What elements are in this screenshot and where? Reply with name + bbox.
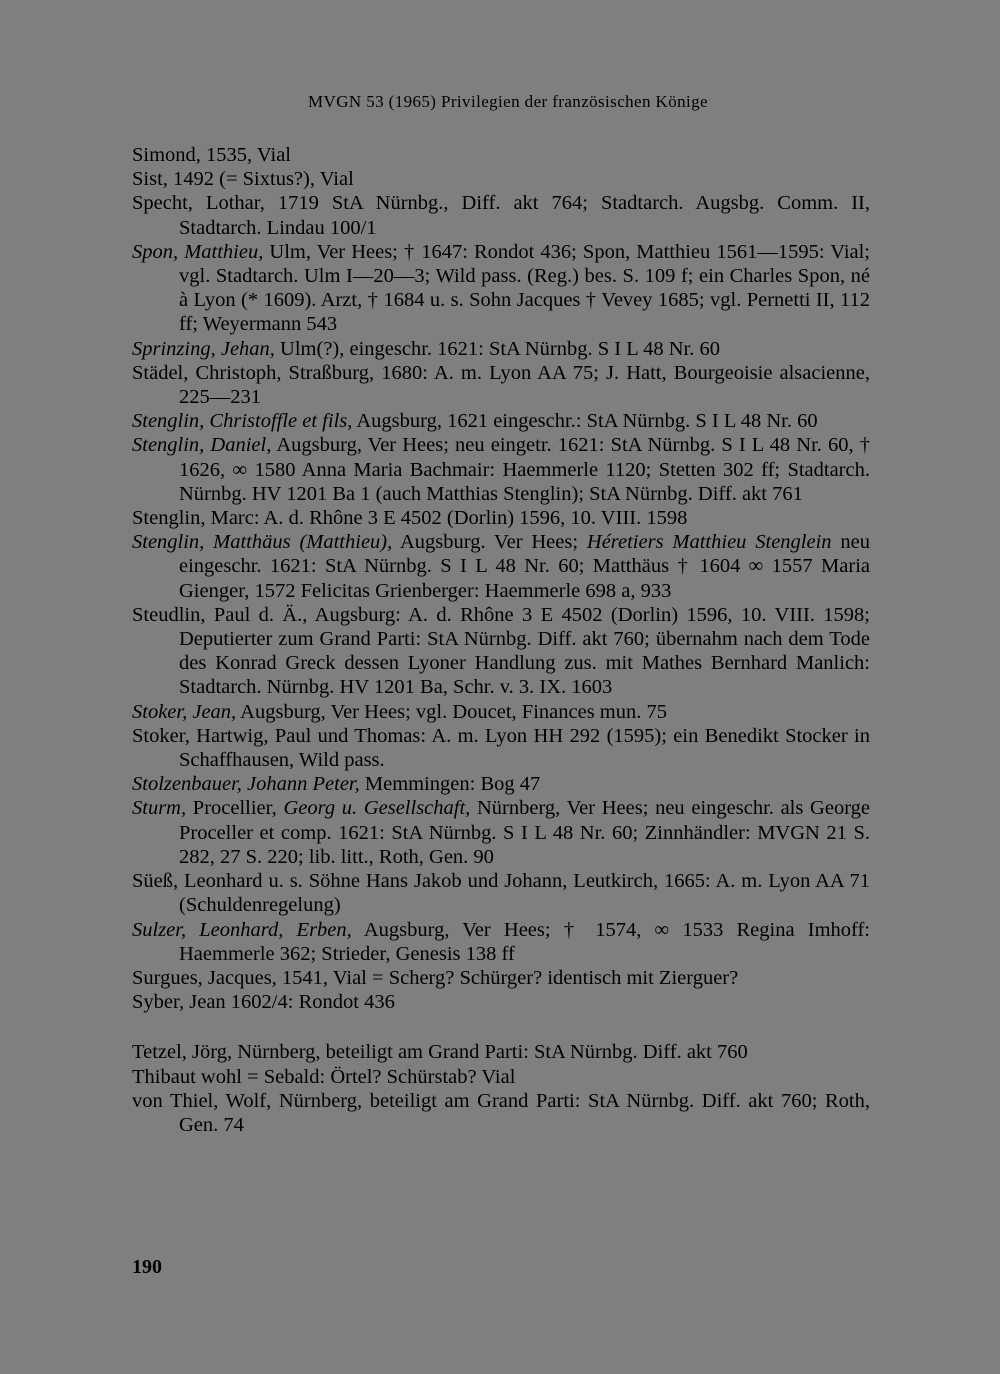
- entry-text: Augsburg. Ver Hees;: [392, 531, 587, 554]
- entry-text: Städel, Christoph, Straßburg, 1680: A. m. Lyon AA 75; J. Hatt, Bourgeoisie alsacienne, 225—231: [132, 361, 870, 409]
- entry-text: neu eingeschr. 1621: StA Nürnbg. S I L 48 Nr. 60; Matthäus † 1604 ∞ 1557 Maria Gienger, 1572 Felicitas Grienberger: Haemmerle 698 a, 933: [179, 531, 870, 602]
- entry-text: Nürnberg, Ver Hees; neu eingeschr. als George Proceller et comp. 1621: StA Nürnbg. S I L 48 Nr. 60; Zinnhändler: MVGN 21 S. 282, 27 S. 220; lib. litt., Roth, Gen. 90: [179, 797, 870, 868]
- entry-text: Thibaut wohl = Sebald: Örtel? Schürstab? Vial: [132, 1065, 516, 1088]
- index-entry: [132, 433, 870, 506]
- entry-italic-name: Stenglin, Christoffle et fils,: [132, 410, 353, 433]
- page-number: 190: [132, 1256, 162, 1278]
- index-entry: [132, 869, 870, 917]
- entry-italic-name: Stenglin, Matthäus (Matthieu),: [132, 531, 393, 554]
- entry-italic-name: Spon, Matthieu,: [132, 240, 264, 263]
- index-entry: [132, 1089, 870, 1137]
- entry-italic-name: Sturm,: [132, 797, 187, 820]
- index-entry: [132, 990, 870, 1014]
- entry-italic-name: Georg u. Gesellschaft,: [283, 797, 471, 820]
- index-entry: [132, 1065, 870, 1089]
- index-entry: [132, 772, 870, 796]
- entry-text: Augsburg, Ver Hees; † 1574, ∞ 1533 Regina Imhoff: Haemmerle 362; Strieder, Genesis 138 ff: [179, 918, 870, 965]
- entry-italic-name: Stenglin, Daniel,: [132, 434, 272, 457]
- entry-text: Stenglin, Marc: A. d. Rhône 3 E 4502 (Dorlin) 1596, 10. VIII. 1598: [132, 507, 688, 530]
- entry-text: Sist, 1492 (= Sixtus?), Vial: [132, 168, 354, 191]
- index-entry: [132, 143, 870, 167]
- entry-text: von Thiel, Wolf, Nürnberg, beteiligt am Grand Parti: StA Nürnbg. Diff. akt 760; Roth, Gen. 74: [132, 1089, 870, 1136]
- running-header: MVGN 53 (1965) Privilegien der französischen Könige: [308, 92, 708, 111]
- entry-italic-name: Héretiers Matthieu Stenglein: [586, 531, 832, 554]
- entry-text: Stoker, Hartwig, Paul und Thomas: A. m. Lyon HH 292 (1595); ein Benedikt Stocker in Schaffhausen, Wild pass.: [132, 724, 870, 772]
- index-entry: [132, 918, 870, 966]
- index-entry: [132, 361, 870, 409]
- entry-text: Steudlin, Paul d. Ä., Augsburg: A. d. Rhône 3 E 4502 (Dorlin) 1596, 10. VIII. 1598; Deputierter zum Grand Parti: StA Nürnbg. Diff. akt 760; übernahm nach dem Tode des Konrad Greck dessen Lyoner Handlung zus. mit Mathes Bernhard Manlich: Stadtarch. Nürnbg. HV 1201 Ba, Schr. v. 3. IX. 1603: [132, 603, 870, 699]
- entry-text: Augsburg, Ver Hees; vgl. Doucet, Finances mun. 75: [236, 700, 668, 723]
- entry-text: Tetzel, Jörg, Nürnberg, beteiligt am Grand Parti: StA Nürnbg. Diff. akt 760: [132, 1041, 748, 1064]
- entries-s-block: [132, 143, 870, 1014]
- entry-text: Süeß, Leonhard u. s. Söhne Hans Jakob und Johann, Leutkirch, 1665: A. m. Lyon AA 71 (Schuldenregelung): [132, 870, 870, 917]
- entry-italic-name: Sprinzing, Jehan,: [132, 337, 275, 360]
- section-gap: [132, 1014, 870, 1040]
- index-entry: [132, 240, 870, 337]
- index-entry: [132, 966, 870, 990]
- entry-text: Ulm(?), eingeschr. 1621: StA Nürnbg. S I L 48 Nr. 60: [274, 337, 720, 360]
- index-entry: [132, 796, 870, 869]
- index-entry: [132, 1040, 870, 1064]
- index-entry: [132, 167, 870, 191]
- index-entry: [132, 506, 870, 530]
- index-entry: [132, 530, 870, 603]
- entries-t-block: [132, 1040, 870, 1137]
- entry-text: Augsburg, 1621 eingeschr.: StA Nürnbg. S I L 48 Nr. 60: [352, 410, 818, 433]
- entry-text: Ulm, Ver Hees; † 1647: Rondot 436; Spon, Matthieu 1561—1595: Vial; vgl. Stadtarch. Ulm I—20—3; Wild pass. (Reg.) bes. S. 109 f; ein Charles Spon, né à Lyon (* 1609). Arzt, † 1684 u. s. Sohn Jacques † Vevey 1685; vgl. Pernetti II, 112 ff; Weyermann 543: [179, 240, 871, 336]
- index-entry: [132, 700, 870, 724]
- entry-text: Augsburg, Ver Hees; neu eingetr. 1621: StA Nürnbg. S I L 48 Nr. 60, † 1626, ∞ 1580 Anna Maria Bachmair: Haemmerle 1120; Stetten 302 ff; Stadtarch. Nürnbg. HV 1201 Ba 1 (auch Matthias Stenglin); StA Nürnbg. Diff. akt 761: [179, 434, 870, 505]
- entry-text: Specht, Lothar, 1719 StA Nürnbg., Diff. akt 764; Stadtarch. Augsbg. Comm. II, Stadtarch. Lindau 100/1: [132, 192, 870, 239]
- index-entry: [132, 409, 870, 433]
- index-entries: [132, 143, 870, 1137]
- entry-text: Memmingen: Bog 47: [359, 773, 541, 796]
- entry-text: Simond, 1535, Vial: [132, 144, 291, 166]
- entry-italic-name: Sulzer, Leonhard, Erben,: [132, 918, 352, 941]
- entry-text: Surgues, Jacques, 1541, Vial = Scherg? Schürger? identisch mit Zierguer?: [132, 966, 739, 989]
- entry-text: Procellier,: [186, 797, 284, 820]
- entry-italic-name: Stoker, Jean,: [132, 700, 237, 723]
- index-entry: [132, 603, 870, 700]
- index-entry: [132, 724, 870, 772]
- entry-italic-name: Stolzenbauer, Johann Peter,: [132, 773, 360, 796]
- index-entry: [132, 191, 870, 239]
- index-entry: [132, 337, 870, 361]
- entry-text: Syber, Jean 1602/4: Rondot 436: [132, 991, 395, 1014]
